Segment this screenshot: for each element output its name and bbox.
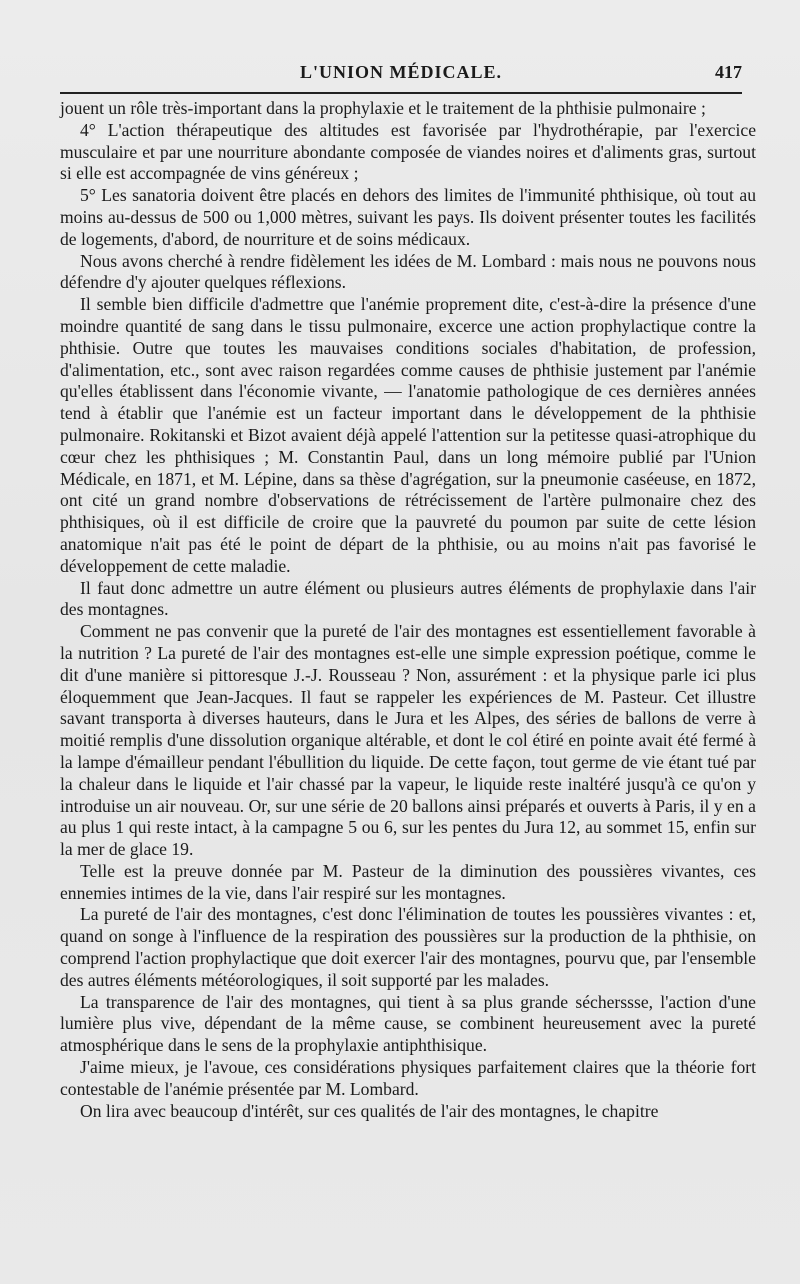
paragraph: Telle est la preuve donnée par M. Pasteur de la diminution des poussières vivantes, ces ennemies intimes de la vie, dans l'air respiré sur les montagnes. — [60, 860, 756, 903]
paragraph: La transparence de l'air des montagnes, qui tient à sa plus grande sécherssse, l'action d'une lumière plus vive, dépendant de la même cause, se combinent heureusement avec la pureté atmosphérique dans le sens de la prophylaxie antiphthisique. — [60, 991, 756, 1056]
paragraph: Il faut donc admettre un autre élément ou plusieurs autres éléments de prophylaxie dans l'air des montagnes. — [60, 577, 756, 620]
page-header — [60, 60, 742, 86]
page-number: 417 — [715, 62, 742, 82]
running-head: L'UNION MÉDICALE. — [299, 62, 503, 82]
paragraph: La pureté de l'air des montagnes, c'est donc l'élimination de toutes les poussières vivantes : et, quand on songe à l'influence de la respiration des poussières sur la production de la phthisie, on comprend l'action prophylactique que doit exercer l'air des montagnes, pourvu que, par l'ensemble des autres éléments météorologiques, il soit supporté par les malades. — [60, 904, 756, 990]
header-rule — [60, 92, 742, 94]
paragraph-conclusion-5: 5° Les sanatoria doivent être placés en dehors des limites de l'immunité phthisique, où tout au moins au-dessus de 500 ou 1,000 mètres, suivant les pays. Ils doivent présenter toutes les facilités de logements, d'abord, de nourriture et de soins médicaux. — [60, 185, 756, 249]
paragraph: Comment ne pas convenir que la pureté de l'air des montagnes est essentiellement favorable à la nutrition ? La pureté de l'air des montagnes est-elle une simple expression poétique, comme le dit d'une manière si pittoresque J.-J. Rousseau ? Non, assurément : et la physique parle ici plus éloquemment que Jean-Jacques. Il faut se rappeler les expériences de M. Pasteur. Cet illustre savant transporta à diverses hauteurs, dans le Jura et les Alpes, des séries de ballons de verre à moitié remplis d'une dissolution organique altérable, et dont le col étiré en pointe avait été fermé à la lampe d'émailleur pendant l'ébullition du liquide. De cette façon, tout germe de vie étant tué par la chaleur dans le liquide et l'air chassé par la vapeur, le liquide reste inaltéré jusqu'à ce qu'on y introduise un air nouveau. Or, sur une série de 20 ballons ainsi préparés et ouverts à Paris, il y en a au plus 1 qui reste intact, à la campagne 5 ou 6, sur les pentes du Jura 12, au sommet 15, enfin sur la mer de glace 19. — [60, 621, 756, 860]
paragraph: Il semble bien difficile d'admettre que l'anémie proprement dite, c'est-à-dire la présence d'une moindre quantité de sang dans le tissu pulmonaire, excerce une action prophylactique contre la phthisie. Outre que toutes les mauvaises conditions sociales d'habitation, de profession, d'alimentation, etc., sont avec raison regardées comme causes de phthisie justement par l'anémie qu'elles établissent dans l'économie vivante, — l'anatomie pathologique de ces dernières années tend à établir que l'anémie est un facteur important dans le développement de la phthisie pulmonaire. Rokitanski et Bizot avaient déjà appelé l'attention sur la petitesse quasi-atrophique du cœur chez les phthisiques ; M. Constantin Paul, dans un long mémoire publié par l'Union Médicale, en 1871, et M. Lépine, dans sa thèse d'agrégation, sur la pneumonie caséeuse, en 1872, ont cité un grand nombre d'observations de rétrécissement de l'artère pulmonaire chez des phthisiques, où il est difficile de croire que la pauvreté du poumon par suite de cette lésion anatomique n'ait pas été le point de départ de la phthisie, ou au moins n'ait pas favorisé le développement de cette maladie. — [60, 294, 756, 576]
paragraph-continuation: jouent un rôle très-important dans la prophylaxie et le traitement de la phthisie pulmonaire ; — [60, 98, 706, 118]
paragraph: J'aime mieux, je l'avoue, ces considérations physiques parfaitement claires que la théorie fort contestable de l'anémie présentée par M. Lombard. — [60, 1057, 756, 1099]
article-body — [60, 98, 756, 1122]
paragraph-conclusion-4: 4° L'action thérapeutique des altitudes est favorisée par l'hydrothérapie, par l'exercice musculaire et par une nourriture abondante composée de viandes noires et d'aliments gras, surtout si elle est accompagnée de vins généreux ; — [60, 119, 756, 184]
paragraph: Nous avons cherché à rendre fidèlement les idées de M. Lombard : mais nous ne pouvons nous défendre d'y ajouter quelques réflexions. — [60, 250, 756, 293]
paragraph: On lira avec beaucoup d'intérêt, sur ces qualités de l'air des montagnes, le chapitre — [80, 1100, 659, 1121]
